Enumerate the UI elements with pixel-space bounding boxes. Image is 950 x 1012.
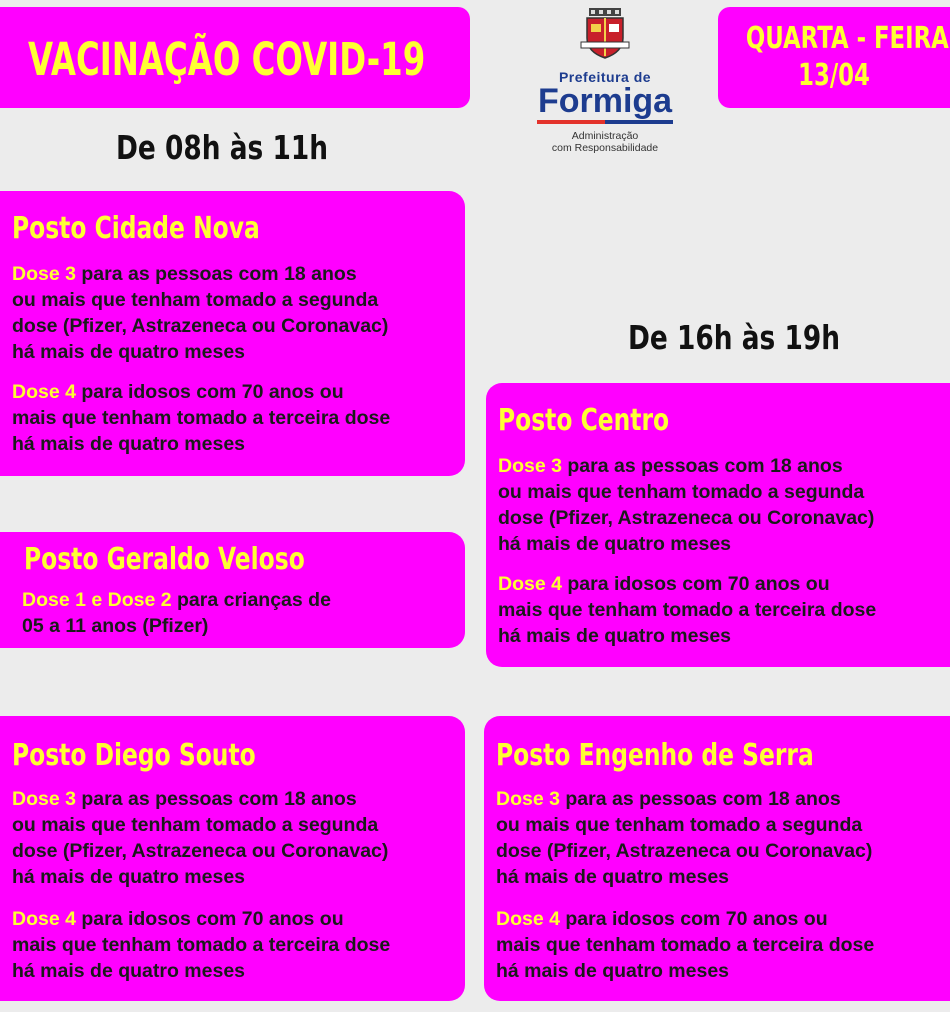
dose-text: ou mais que tenham tomado a segunda	[12, 289, 379, 311]
dose-text: dose (Pfizer, Astrazeneca ou Coronavac)	[496, 840, 873, 862]
dose-text: para idosos com 70 anos ou	[75, 381, 344, 403]
dose-block	[498, 571, 876, 649]
dose-text: mais que tenham tomado a terceira dose	[12, 934, 391, 956]
dose-text: ou mais que tenham tomado a segunda	[498, 481, 865, 503]
dose-text: há mais de quatro meses	[498, 533, 732, 555]
dose-text: dose (Pfizer, Astrazeneca ou Coronavac)	[12, 840, 389, 862]
logo-tagline-2: com Responsabilidade	[551, 142, 659, 154]
dose-text: para as pessoas com 18 anos	[75, 263, 357, 285]
post-name: Posto Geraldo Veloso	[24, 542, 305, 577]
post-card-cidade-nova	[0, 191, 465, 476]
evening-time: De 16h às 19h	[628, 318, 840, 357]
dose-label: Dose 3	[12, 788, 76, 810]
logo-city: Formiga	[537, 82, 673, 120]
dose-text: há mais de quatro meses	[498, 625, 732, 647]
dose-text: para idosos com 70 anos ou	[75, 908, 344, 930]
dose-text: mais que tenham tomado a terceira dose	[498, 599, 877, 621]
dose-text: mais que tenham tomado a terceira dose	[496, 934, 875, 956]
dose-text: para as pessoas com 18 anos	[75, 788, 357, 810]
dose-label: Dose 4	[496, 908, 560, 930]
dose-block	[12, 379, 390, 457]
post-name: Posto Centro	[498, 403, 670, 438]
dose-text: ou mais que tenham tomado a segunda	[12, 814, 379, 836]
dose-text: para as pessoas com 18 anos	[559, 788, 841, 810]
dose-text: para as pessoas com 18 anos	[561, 455, 843, 477]
dose-text: há mais de quatro meses	[12, 960, 246, 982]
dose-text: ou mais que tenham tomado a segunda	[496, 814, 863, 836]
dose-block	[496, 786, 872, 890]
post-card-centro	[486, 383, 950, 667]
post-name: Posto Diego Souto	[12, 738, 256, 773]
dose-label: Dose 4	[12, 381, 76, 403]
dose-block	[12, 786, 388, 890]
title-card	[0, 7, 470, 108]
logo-prefeitura: Prefeitura de	[558, 69, 652, 85]
dose-text: para crianças de	[171, 589, 331, 611]
dose-text: para idosos com 70 anos ou	[561, 573, 830, 595]
dose-text: para idosos com 70 anos ou	[559, 908, 828, 930]
dose-block	[498, 453, 874, 557]
dose-label: Dose 3	[496, 788, 560, 810]
date-label: 13/04	[798, 58, 870, 93]
dose-text: há mais de quatro meses	[12, 866, 246, 888]
city-logo	[520, 8, 690, 168]
dose-label: Dose 4	[498, 573, 562, 595]
weekday-label: QUARTA - FEIRA	[745, 21, 949, 56]
dose-text: há mais de quatro meses	[12, 341, 246, 363]
dose-label: Dose 3	[12, 263, 76, 285]
dose-label: Dose 3	[498, 455, 562, 477]
morning-time: De 08h às 11h	[116, 128, 328, 167]
dose-block	[22, 587, 331, 639]
dose-block	[12, 261, 388, 365]
date-card	[718, 7, 950, 108]
dose-label: Dose 1 e Dose 2	[22, 589, 172, 611]
page-title: VACINAÇÃO COVID-19	[28, 33, 426, 86]
post-card-geraldo-veloso	[0, 532, 465, 648]
dose-text: há mais de quatro meses	[496, 866, 730, 888]
dose-label: Dose 4	[12, 908, 76, 930]
post-name: Posto Cidade Nova	[12, 211, 260, 246]
dose-block	[496, 906, 874, 984]
dose-text: mais que tenham tomado a terceira dose	[12, 407, 391, 429]
post-card-diego-souto	[0, 716, 465, 1001]
dose-text: dose (Pfizer, Astrazeneca ou Coronavac)	[12, 315, 389, 337]
logo-tagline-1: Administração	[571, 130, 639, 142]
dose-text: dose (Pfizer, Astrazeneca ou Coronavac)	[498, 507, 875, 529]
dose-text: há mais de quatro meses	[12, 433, 246, 455]
dose-block	[12, 906, 390, 984]
post-card-engenho-de-serra	[484, 716, 950, 1001]
logo-stripe	[537, 120, 673, 124]
dose-text: 05 a 11 anos (Pfizer)	[22, 615, 209, 637]
dose-text: há mais de quatro meses	[496, 960, 730, 982]
post-name: Posto Engenho de Serra	[496, 738, 814, 773]
coat-of-arms-icon	[579, 8, 631, 60]
